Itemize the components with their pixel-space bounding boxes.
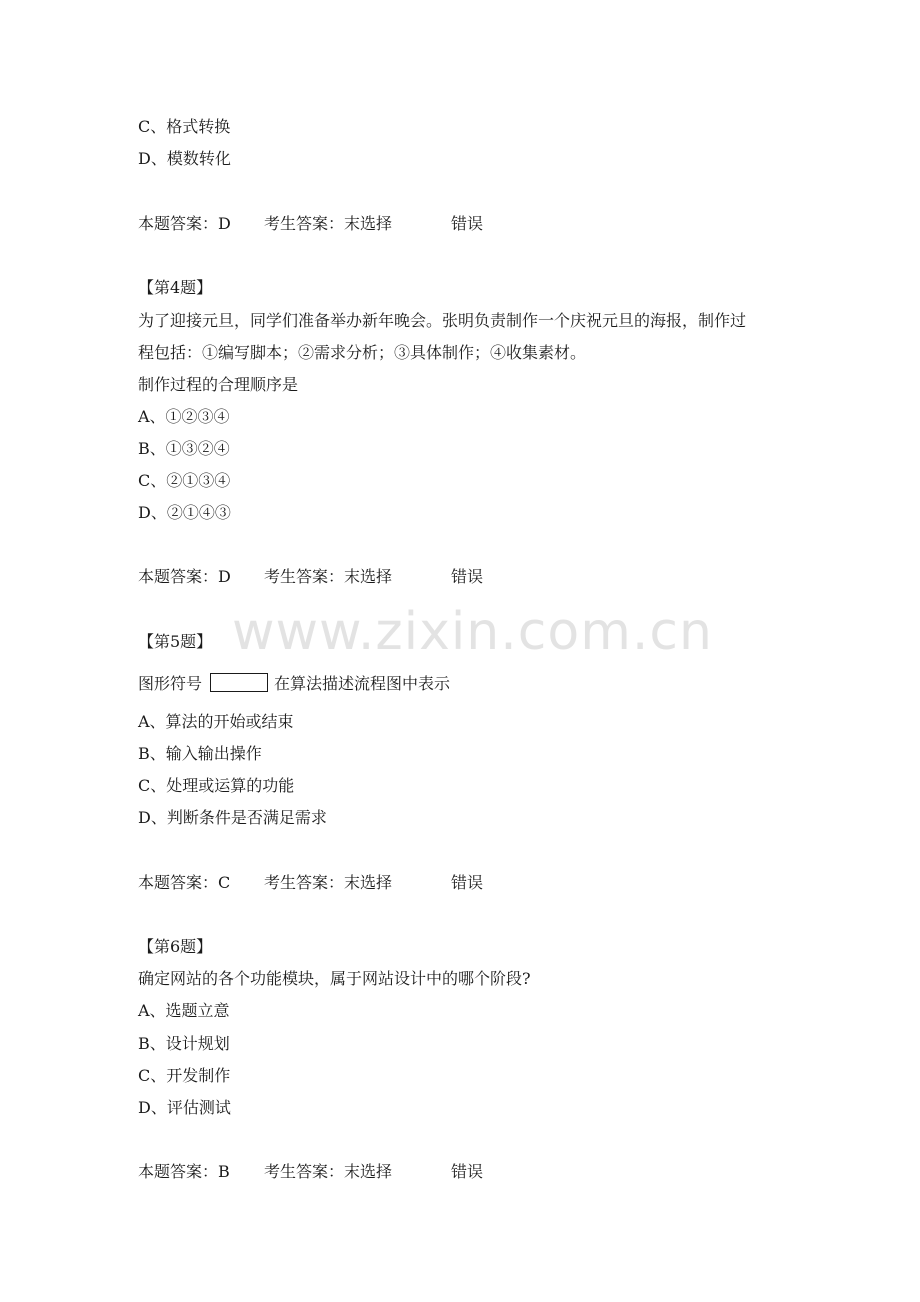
question-stem-line: 程包括：①编写脚本；②需求分析；③具体制作；④收集素材。 [138, 343, 587, 362]
watermark-text: www.zixin.com.cn [232, 602, 713, 662]
question-stem-line: 制作过程的合理顺序是 [138, 375, 299, 394]
option-d: D、判断条件是否满足需求 [138, 808, 327, 827]
option-a: A、选题立意 [138, 1001, 230, 1020]
verdict: 错误 [451, 567, 484, 586]
correct-answer: 本题答案：B [138, 1162, 230, 1181]
stem-after: 在算法描述流程图中表示 [274, 674, 451, 693]
question-stem-line: 为了迎接元旦，同学们准备举办新年晚会。张明负责制作一个庆祝元旦的海报，制作过 [138, 311, 747, 330]
option-d: D、②①④③ [138, 503, 231, 522]
student-answer: 考生答案：末选择 [264, 567, 393, 586]
option-b: B、输入输出操作 [138, 744, 262, 763]
student-answer: 考生答案：末选择 [264, 1162, 393, 1181]
option-c: C、处理或运算的功能 [138, 776, 295, 795]
stem-before: 图形符号 [138, 674, 203, 693]
option-c: C、格式转换 [138, 117, 231, 136]
process-box-symbol [210, 673, 268, 692]
student-answer: 考生答案：末选择 [264, 873, 393, 892]
correct-answer: 本题答案：D [138, 214, 231, 233]
correct-answer: 本题答案：C [138, 873, 231, 892]
question-stem: 确定网站的各个功能模块，属于网站设计中的哪个阶段? [138, 969, 531, 988]
option-a: A、算法的开始或结束 [138, 712, 294, 731]
option-c: C、开发制作 [138, 1066, 231, 1085]
option-d: D、评估测试 [138, 1098, 231, 1117]
option-b: B、设计规划 [138, 1034, 230, 1053]
question-title: 【第5题】 [138, 632, 213, 651]
correct-answer: 本题答案：D [138, 567, 231, 586]
verdict: 错误 [451, 214, 484, 233]
verdict: 错误 [451, 873, 484, 892]
student-answer: 考生答案：末选择 [264, 214, 393, 233]
option-c: C、②①③④ [138, 471, 231, 490]
option-b: B、①③②④ [138, 439, 230, 458]
option-d: D、模数转化 [138, 149, 231, 168]
question-title: 【第4题】 [138, 278, 213, 297]
question-stem [138, 673, 450, 695]
verdict: 错误 [451, 1162, 484, 1181]
question-title: 【第6题】 [138, 937, 213, 956]
option-a: A、①②③④ [138, 407, 230, 426]
